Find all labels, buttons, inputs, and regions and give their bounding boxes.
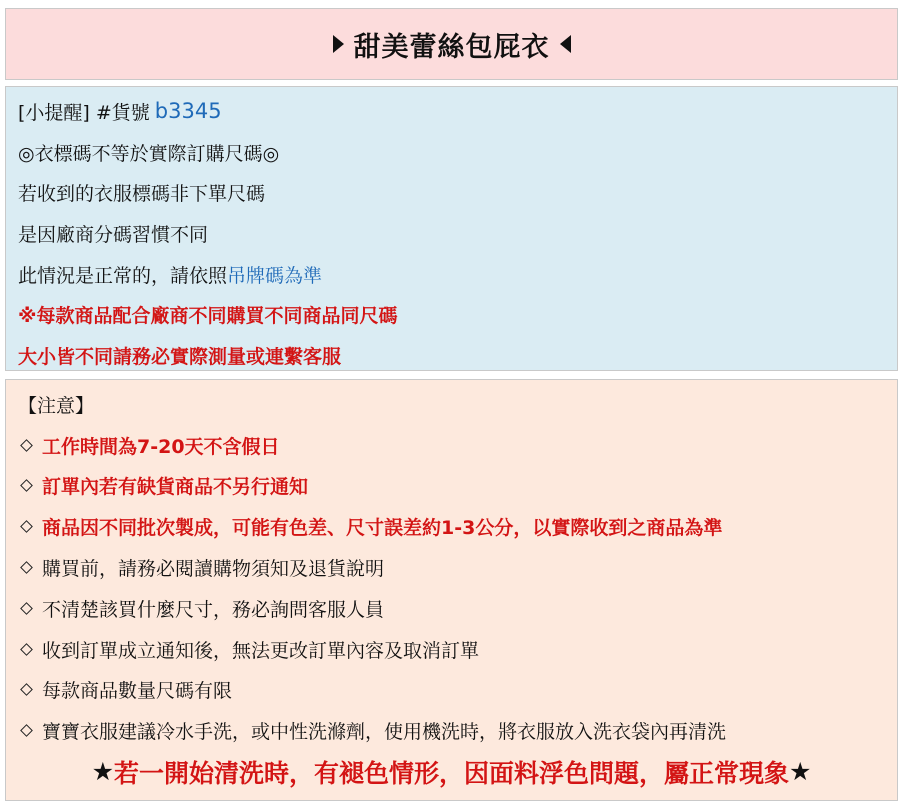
notice-item-text: 不清楚該買什麼尺寸，務必詢問客服人員 bbox=[42, 598, 385, 621]
notice-item bbox=[6, 425, 897, 466]
notice-item-text: 工作時間為7-20天不含假日 bbox=[42, 435, 280, 458]
diamond-bullet-icon bbox=[20, 643, 33, 656]
diamond-bullet-icon bbox=[20, 520, 33, 533]
notice-item-text: 商品因不同批次製成，可能有色差、尺寸誤差約1-3公分，以實際收到之商品為準 bbox=[42, 517, 723, 540]
notice-item bbox=[6, 466, 897, 507]
notice-item bbox=[6, 710, 897, 751]
diamond-bullet-icon bbox=[20, 439, 33, 452]
page-title: 甜美蕾絲包屁衣 bbox=[353, 31, 550, 63]
reminder-line-2: ◎衣標碼不等於實際訂購尺碼◎ bbox=[18, 142, 280, 165]
reminder-line-4: 是因廠商分碼習慣不同 bbox=[18, 223, 209, 246]
washing-warning-text: 若一開始清洗時，有褪色情形，因面料浮色問題，屬正常現象 bbox=[113, 758, 789, 788]
diamond-bullet-icon bbox=[20, 561, 33, 574]
notice-section bbox=[5, 379, 898, 801]
star-icon: ★ bbox=[91, 757, 114, 787]
notice-item-text: 寶寶衣服建議冷水手洗，或中性洗滌劑，使用機洗時，將衣服放入洗衣袋內再清洗 bbox=[42, 721, 727, 744]
reminder-line-code bbox=[6, 91, 897, 132]
notice-item bbox=[6, 547, 897, 588]
reminder-line-7: 大小皆不同請務必實際測量或連繫客服 bbox=[18, 345, 342, 368]
star-icon: ★ bbox=[789, 757, 812, 787]
page-title-wrap bbox=[333, 25, 571, 64]
notice-item bbox=[6, 670, 897, 711]
item-code: b3345 bbox=[154, 99, 222, 124]
notice-item-text: 訂單內若有缺貨商品不另行通知 bbox=[42, 476, 309, 499]
tag-size-highlight: 吊牌碼為準 bbox=[227, 264, 323, 287]
diamond-bullet-icon bbox=[20, 480, 33, 493]
reminder-line-5 bbox=[6, 254, 897, 295]
reminder-line-6: ※每款商品配合廠商不同購買不同商品同尺碼 bbox=[18, 305, 398, 328]
notice-item-text: 每款商品數量尺碼有限 bbox=[42, 680, 233, 703]
notice-item bbox=[6, 629, 897, 670]
triangle-left-icon bbox=[560, 35, 571, 53]
reminder-label: [小提醒] #貨號 bbox=[18, 101, 150, 124]
washing-warning bbox=[6, 751, 897, 792]
reminder-line-5-text: 此情況是正常的，請依照 bbox=[18, 264, 228, 287]
notice-heading: 【注意】 bbox=[18, 394, 95, 417]
notice-item-text: 收到訂單成立通知後，無法更改訂單內容及取消訂單 bbox=[42, 639, 480, 662]
diamond-bullet-icon bbox=[20, 602, 33, 615]
triangle-right-icon bbox=[333, 35, 344, 53]
reminder-section bbox=[5, 86, 898, 371]
notice-item-text: 購買前，請務必閱讀購物須知及退貨說明 bbox=[42, 558, 385, 581]
diamond-bullet-icon bbox=[20, 724, 33, 737]
reminder-line-3: 若收到的衣服標碼非下單尺碼 bbox=[18, 183, 266, 206]
title-banner bbox=[5, 8, 898, 80]
diamond-bullet-icon bbox=[20, 684, 33, 697]
notice-item bbox=[6, 588, 897, 629]
notice-item bbox=[6, 506, 897, 547]
